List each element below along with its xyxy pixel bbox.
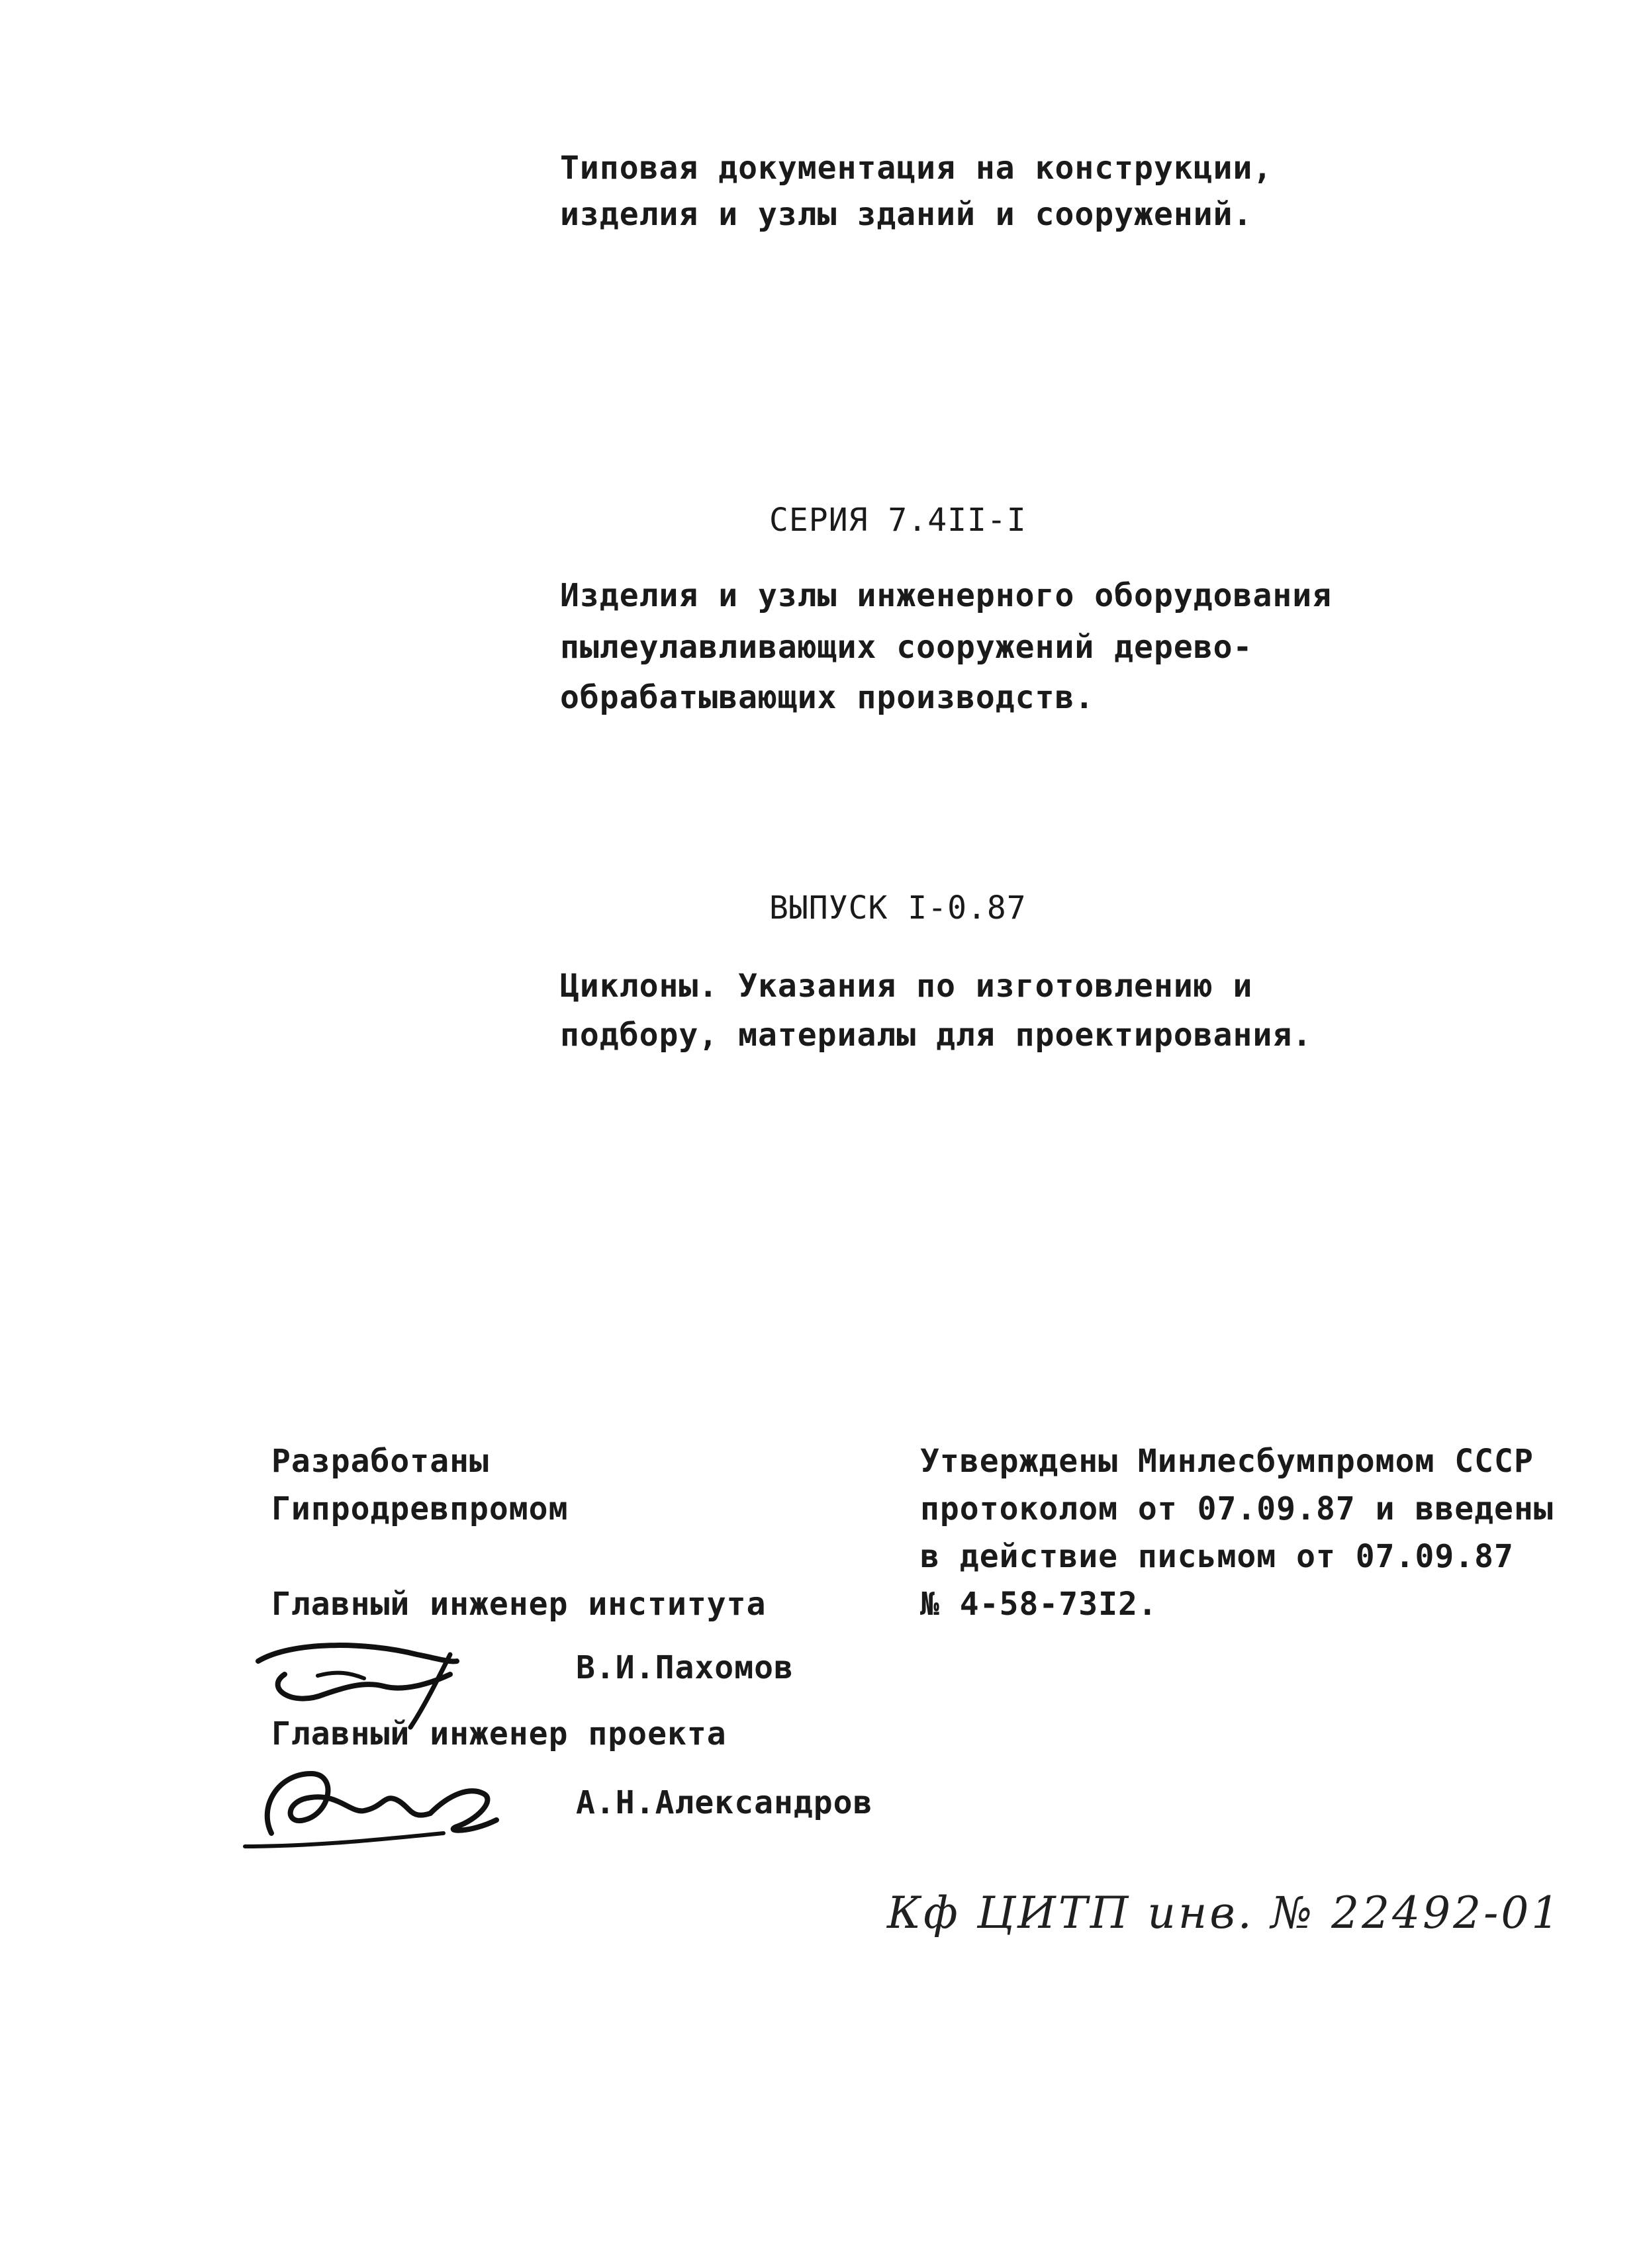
- developed-line-1: Разработаны: [271, 1443, 489, 1480]
- chief-institute-label: Главный инженер института: [271, 1586, 767, 1623]
- chief-project-label: Главный инженер проекта: [271, 1715, 727, 1752]
- approved-line-2: протоколом от 07.09.87 и введены: [920, 1490, 1554, 1527]
- issue-desc-line-2: подбору, материалы для проектирования.: [560, 1017, 1313, 1054]
- approved-line-3: в действие письмом от 07.09.87: [920, 1538, 1514, 1575]
- developed-line-2: Гипродревпромом: [271, 1490, 569, 1527]
- chief-institute-name: В.И.Пахомов: [576, 1649, 794, 1686]
- issue-desc-line-1: Циклоны. Указания по изготовлению и: [560, 968, 1253, 1005]
- header-line-2: изделия и узлы зданий и сооружений.: [560, 196, 1253, 233]
- series-desc-line-1: Изделия и узлы инженерного оборудования: [560, 577, 1333, 614]
- signature-aleksandrov: [232, 1747, 536, 1860]
- series-desc-line-2: пылеулавливающих сооружений дерево-: [560, 629, 1253, 666]
- approved-line-1: Утверждены Минлесбумпромом СССР: [920, 1443, 1534, 1480]
- issue-title: ВЫПУСК I-0.87: [769, 889, 1027, 927]
- approved-line-4: № 4-58-73I2.: [920, 1586, 1158, 1623]
- inventory-stamp: Кф ЦИТП инв. № 22492-01: [887, 1887, 1562, 1938]
- series-desc-line-3: обрабатывающих производств.: [560, 679, 1095, 716]
- header-line-1: Типовая документация на конструкции,: [560, 150, 1273, 187]
- series-title: СЕРИЯ 7.4II-I: [769, 502, 1027, 539]
- chief-project-name: А.Н.Александров: [576, 1784, 873, 1821]
